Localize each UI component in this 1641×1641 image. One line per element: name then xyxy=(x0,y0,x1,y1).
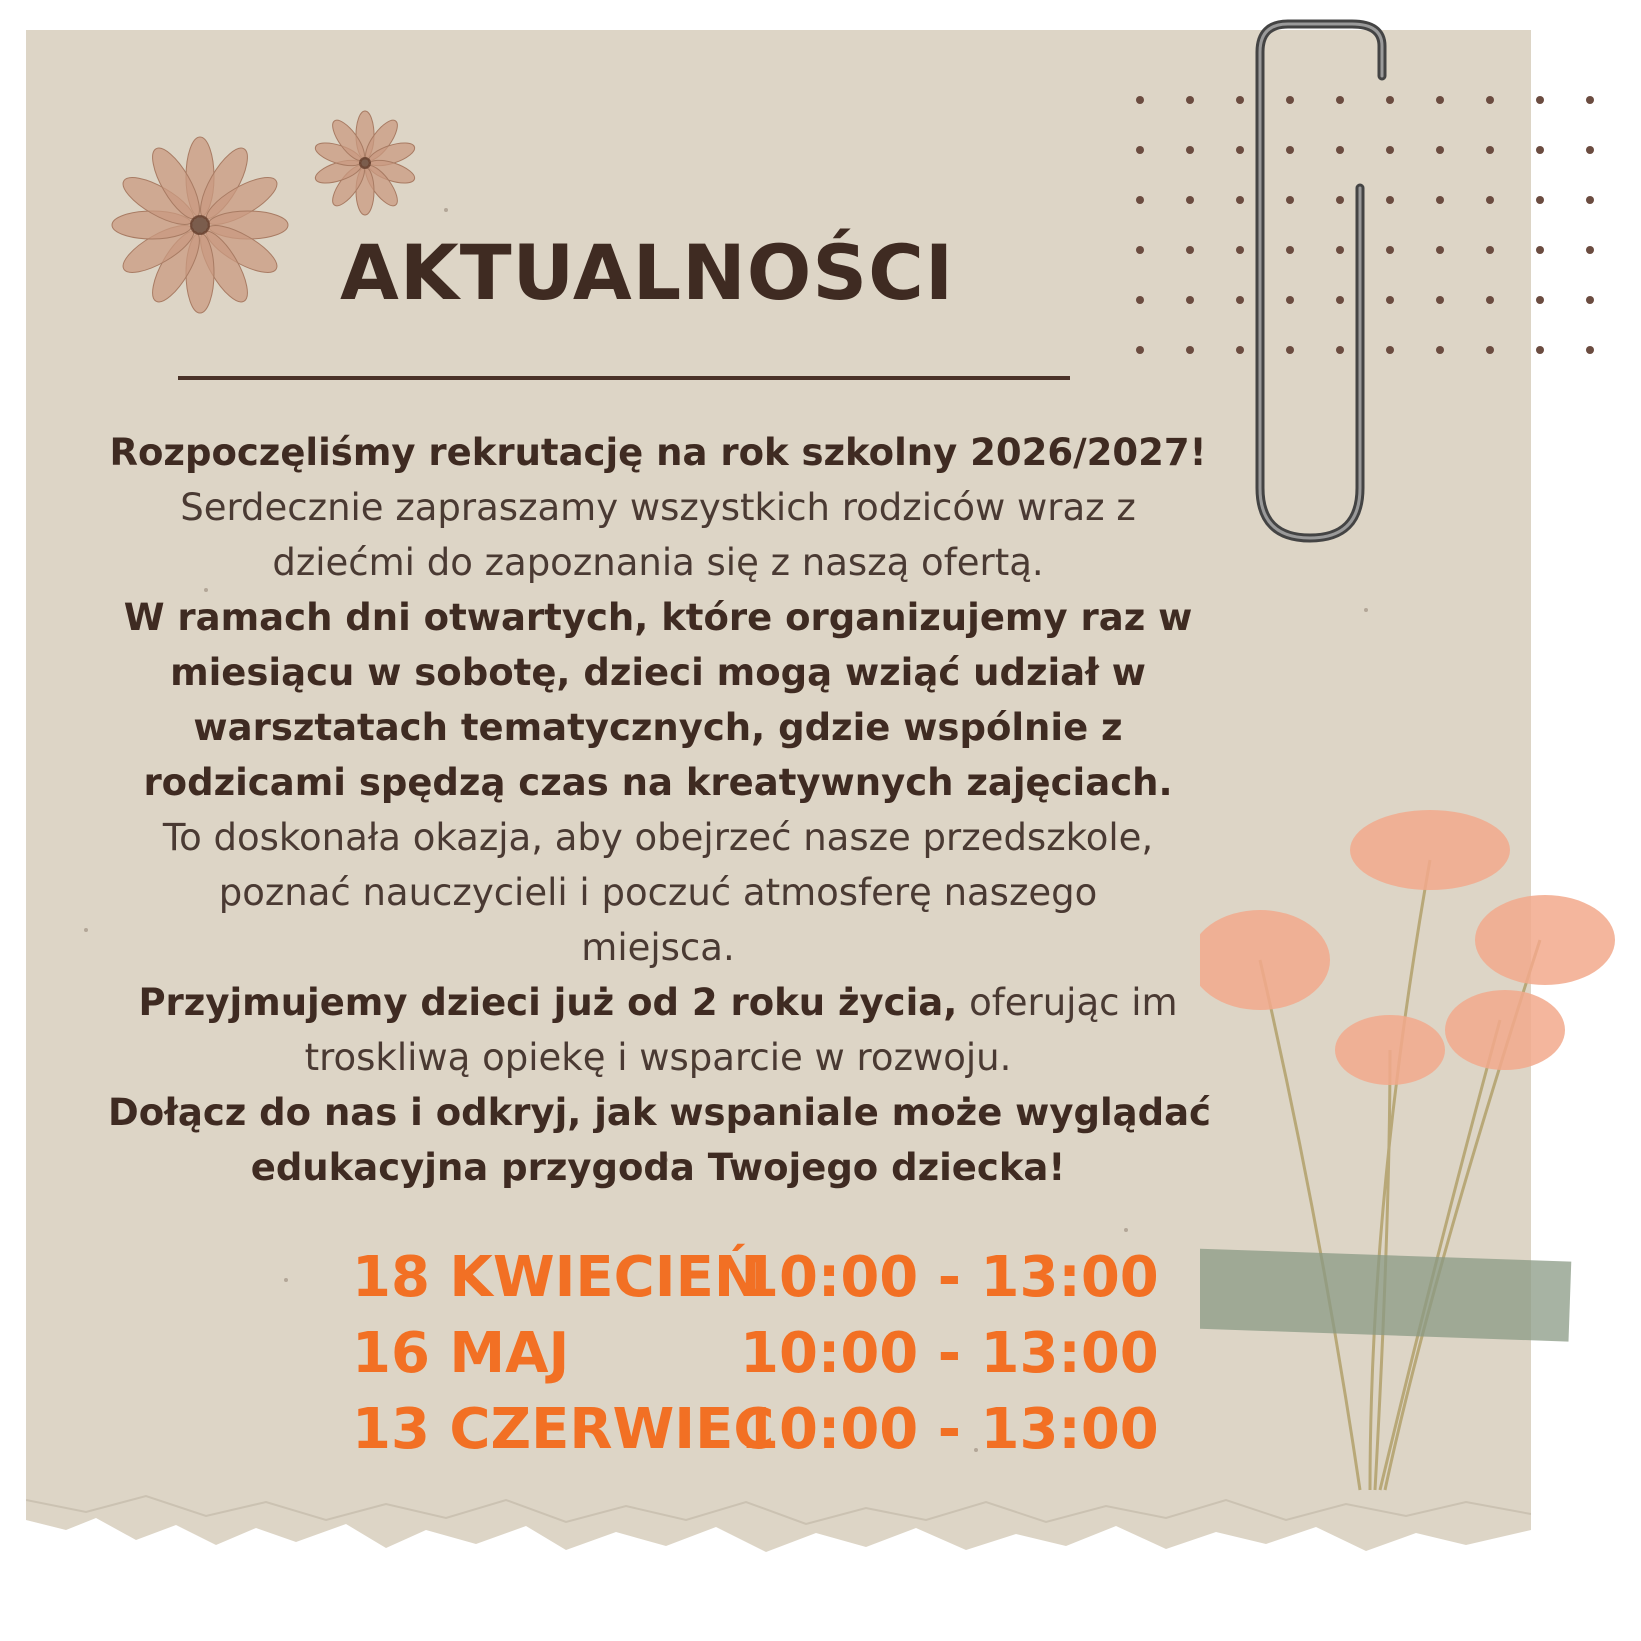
dot xyxy=(1136,296,1144,304)
opportunity-line: miejsca. xyxy=(581,926,735,969)
schedule-date: 16 MAJ xyxy=(352,1321,570,1386)
paperclip-icon xyxy=(1240,18,1390,558)
schedule-date: 18 KWIECIEŃ xyxy=(352,1245,761,1310)
dot xyxy=(1186,146,1194,154)
dot xyxy=(1436,296,1444,304)
dot xyxy=(1186,296,1194,304)
open-days-line: miesiącu w sobotę, dzieci mogą wziąć udział w xyxy=(170,651,1146,694)
dot xyxy=(1136,96,1144,104)
age-rest: oferując im xyxy=(957,981,1178,1024)
dot xyxy=(1586,146,1594,154)
divider xyxy=(178,376,1070,380)
dot xyxy=(1136,346,1144,354)
closing-line: Dołącz do nas i odkryj, jak wspaniale może wyglądać xyxy=(108,1091,1211,1134)
age-bold: Przyjmujemy dzieci już od 2 roku życia, xyxy=(138,981,958,1024)
dot xyxy=(1486,246,1494,254)
dot xyxy=(1186,346,1194,354)
dot xyxy=(1536,246,1544,254)
schedule-date: 13 CZERWIEC xyxy=(352,1397,775,1462)
dot xyxy=(1586,346,1594,354)
dot xyxy=(1136,146,1144,154)
dot xyxy=(1486,296,1494,304)
dot xyxy=(1436,246,1444,254)
dot xyxy=(1586,96,1594,104)
dot xyxy=(1486,196,1494,204)
tape-strip xyxy=(1200,1248,1571,1341)
dot xyxy=(1436,96,1444,104)
closing-line: edukacyjna przygoda Twojego dziecka! xyxy=(250,1146,1066,1189)
dot xyxy=(1536,96,1544,104)
dot xyxy=(1486,146,1494,154)
dot xyxy=(1586,196,1594,204)
dot xyxy=(1536,146,1544,154)
open-days-line: warsztatach tematycznych, gdzie wspólnie z xyxy=(193,706,1123,749)
opportunity-line: poznać nauczycieli i poczuć atmosferę naszego xyxy=(218,871,1098,914)
opportunity-line: To doskonała okazja, aby obejrzeć nasze przedszkole, xyxy=(162,816,1154,859)
page-title: AKTUALNOŚCI xyxy=(340,228,955,317)
dot xyxy=(1436,146,1444,154)
dot xyxy=(1436,196,1444,204)
intro-line: Serdecznie zapraszamy wszystkich rodziców wraz z xyxy=(180,486,1136,529)
intro-line: dziećmi do zapoznania się z naszą ofertą. xyxy=(272,541,1044,584)
dot xyxy=(1436,346,1444,354)
dot xyxy=(1586,246,1594,254)
dot xyxy=(1586,296,1594,304)
open-days-line: W ramach dni otwartych, które organizujemy raz w xyxy=(123,596,1193,639)
dot xyxy=(1186,96,1194,104)
pressed-flowers xyxy=(1200,800,1620,1520)
dot xyxy=(1486,96,1494,104)
schedule-time: 10:00 - 13:00 xyxy=(740,1397,1159,1462)
age-line: troskliwą opiekę i wsparcie w rozwoju. xyxy=(304,1036,1012,1079)
dot xyxy=(1136,196,1144,204)
dot xyxy=(1186,196,1194,204)
headline: Rozpoczęliśmy rekrutację na rok szkolny 2026/2027! xyxy=(109,431,1207,474)
dot xyxy=(1536,346,1544,354)
dot xyxy=(1186,246,1194,254)
schedule-time: 10:00 - 13:00 xyxy=(740,1245,1159,1310)
announcement-text xyxy=(108,425,1211,1195)
dot xyxy=(1536,196,1544,204)
age-line xyxy=(108,975,1208,1030)
dot xyxy=(1536,296,1544,304)
dot xyxy=(1486,346,1494,354)
open-days-line: rodzicami spędzą czas na kreatywnych zajęciach. xyxy=(143,761,1173,804)
schedule-time: 10:00 - 13:00 xyxy=(740,1321,1159,1386)
dot xyxy=(1136,246,1144,254)
